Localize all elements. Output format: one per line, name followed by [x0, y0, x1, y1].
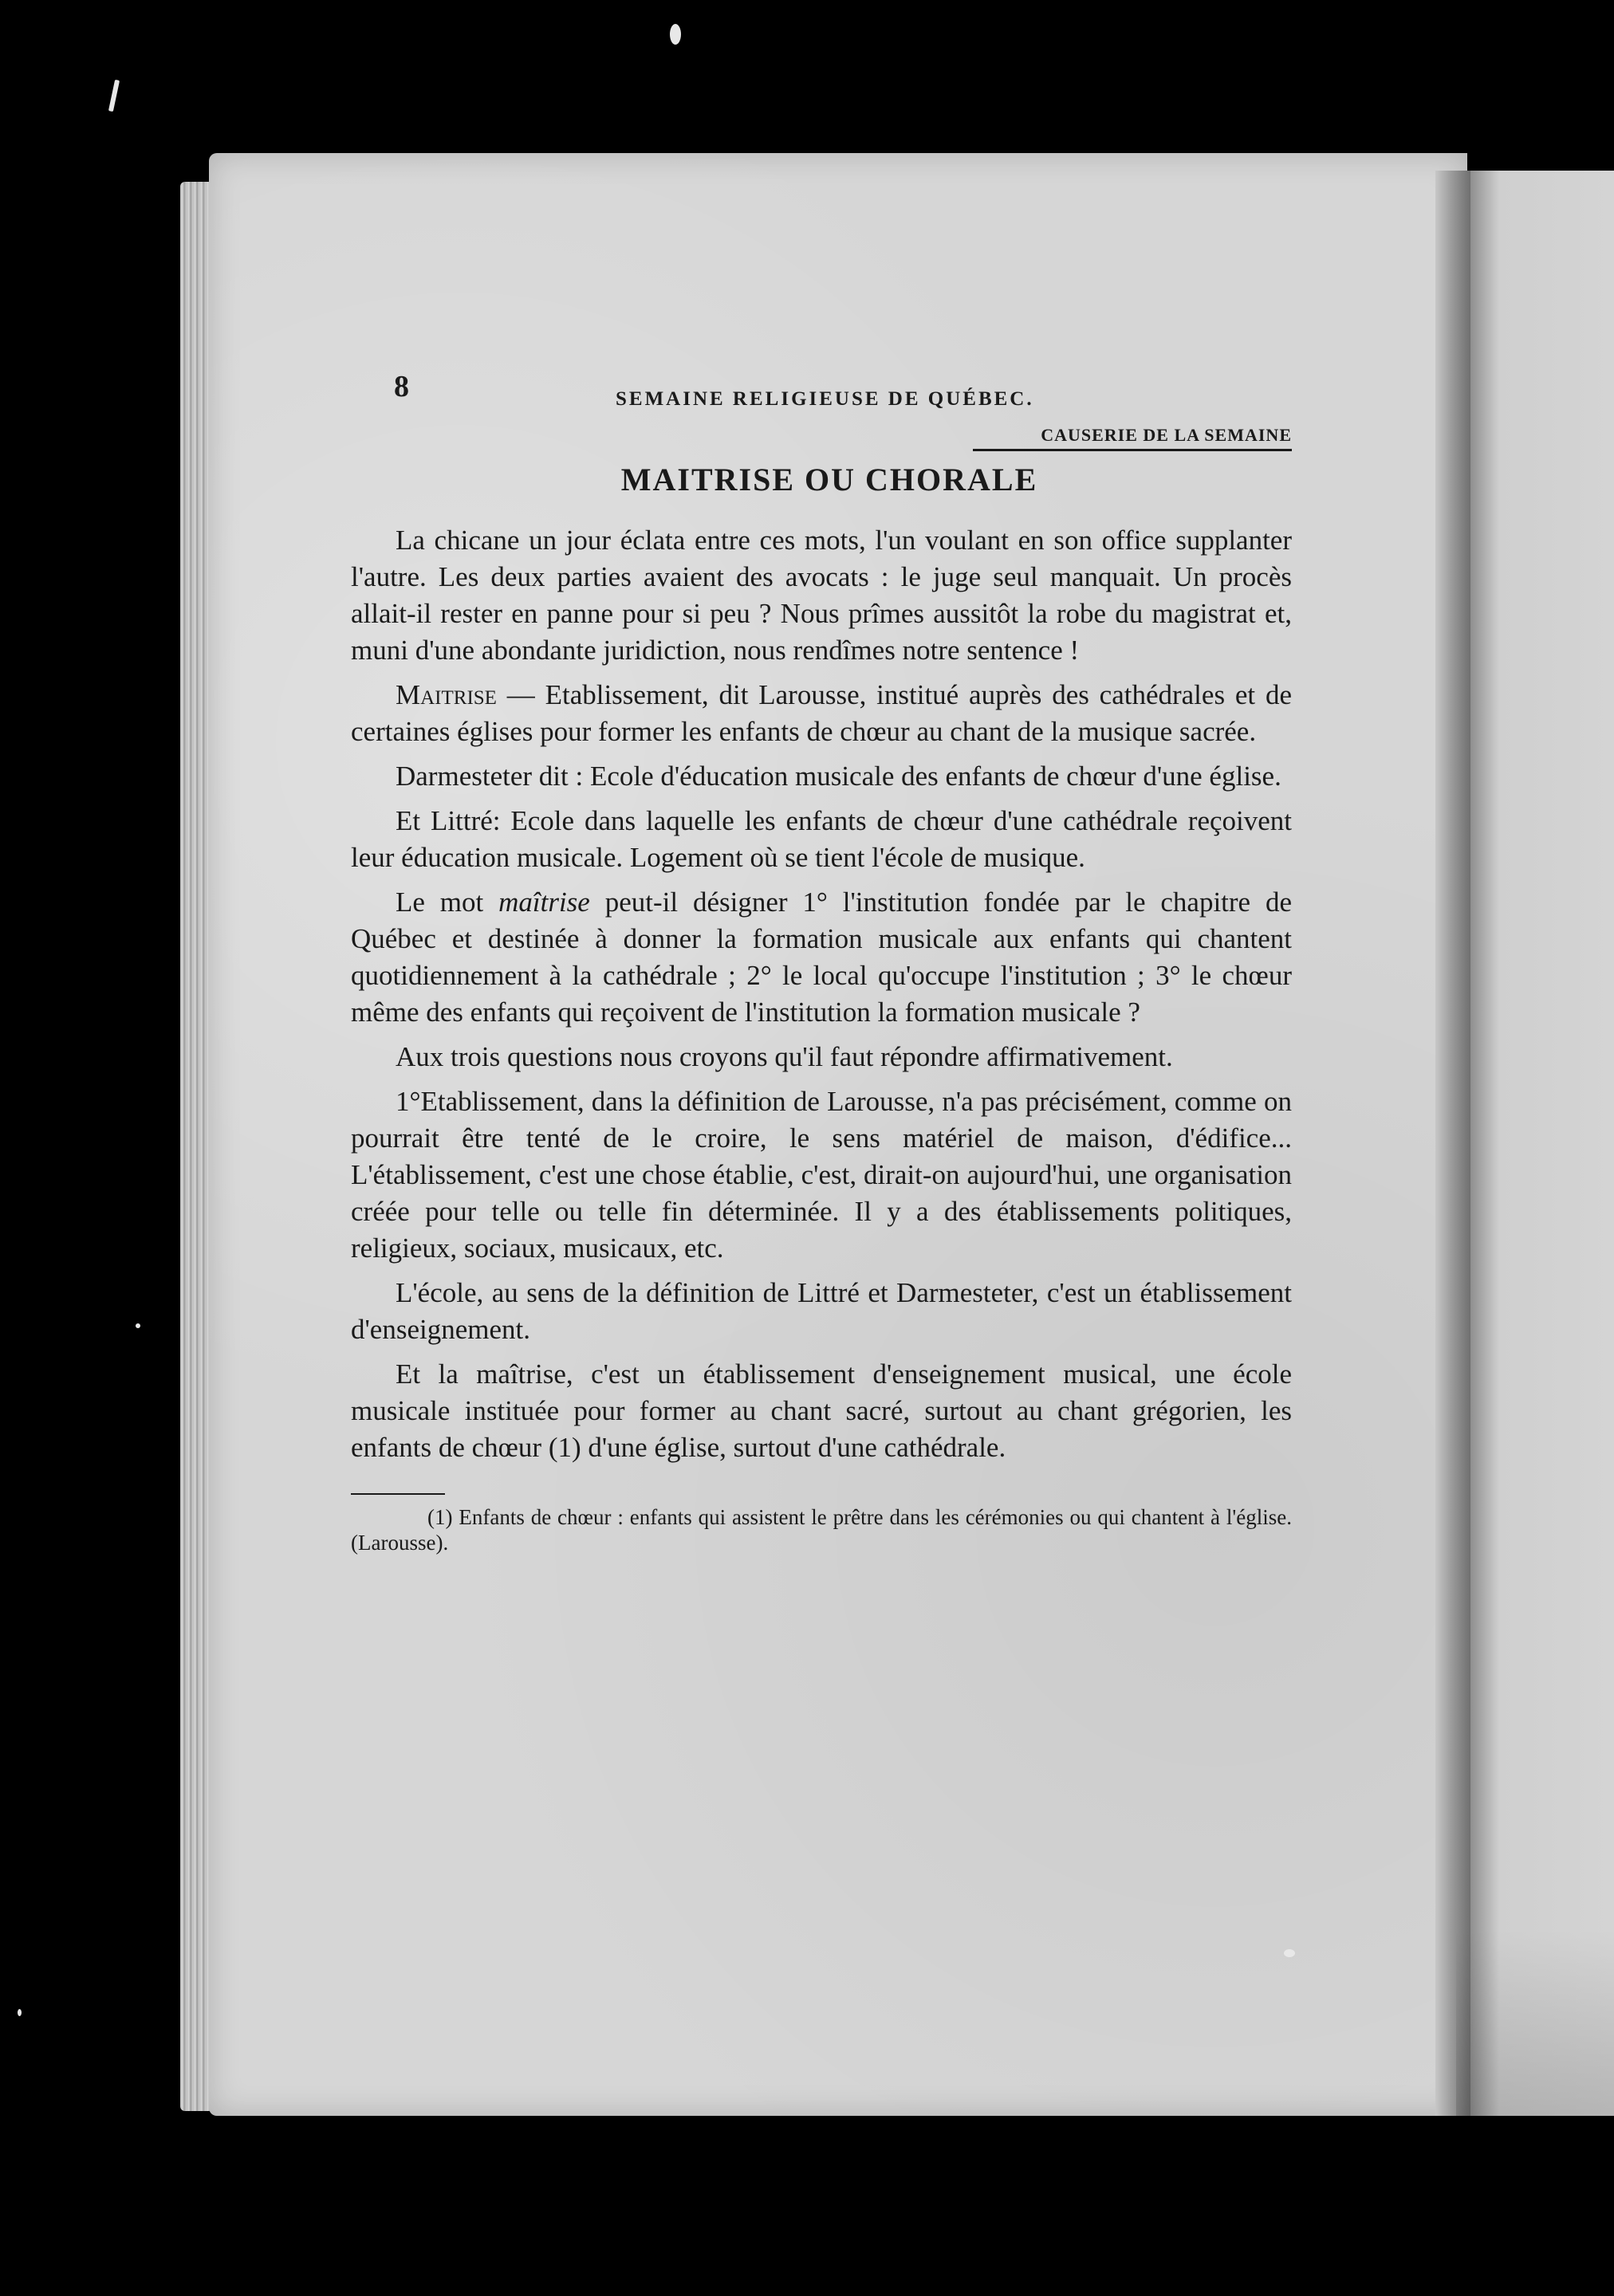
paragraph-littre: Et Littré: Ecole dans laquelle les enfants de chœur d'une cathédrale reçoivent leur éducation musicale. Logement où se tient l'école de musique.	[351, 805, 1292, 873]
question-text-b: peut-il désigner 1° l'institution fondée par le chapitre de Québec et destinée à donner la formation musicale aux enfants qui chantent quotidiennement à la cathédrale ; 2° le local qu'occupe l'institution ; 3° le chœur même des enfants qui reçoivent de l'institution la formation musicale ?	[351, 887, 1292, 1028]
definition-text: — Etablissement, dit Larousse, institué auprès des cathédrales et de certaines églises pour former les enfants de chœur au chant de la musique sacrée.	[351, 679, 1292, 747]
book-spine-gutter	[1435, 171, 1470, 2116]
paragraph-question	[351, 884, 1292, 1031]
definition-lead-term: Maitrise	[396, 679, 497, 710]
footnote: (1) Enfants de chœur : enfants qui assistent le prêtre dans les cérémonies ou qui chantent à l'église. (Larousse).	[351, 1505, 1292, 1555]
section-label: CAUSERIE DE LA SEMAINE	[973, 425, 1292, 451]
paragraph-answer: Aux trois questions nous croyons qu'il faut répondre affirmativement.	[396, 1041, 1173, 1072]
paragraph-darmesteter: Darmesteter dit : Ecole d'éducation musicale des enfants de chœur d'une église.	[396, 761, 1281, 792]
paragraph-conclusion: Et la maîtrise, c'est un établissement d'enseignement musical, une école musicale instituée pour former au chant sacré, surtout au chant grégorien, les enfants de chœur (1) d'une église, surtout d'une cathédrale.	[351, 1358, 1292, 1463]
paragraph-ecole: L'école, au sens de la définition de Littré et Darmesteter, c'est un établissement d'enseignement.	[351, 1277, 1292, 1345]
article-title: MAITRISE OU CHORALE	[620, 462, 1038, 497]
paragraph-etablissement: 1°Etablissement, dans la définition de Larousse, n'a pas précisément, comme on pourrait être tenté de le croire, le sens matériel de maison, d'édifice... L'établissement, c'est une chose établie, c'est, dirait-on aujourd'hui, une organisation créée pour telle ou telle fin déterminée. Il y a des établissements politiques, religieux, sociaux, musicaux, etc.	[351, 1086, 1292, 1264]
page-number: 8	[394, 370, 409, 403]
paragraph-intro: La chicane un jour éclata entre ces mots, l'un voulant en son office supplanter l'autre. Les deux parties avaient des avocats : le juge seul manquait. Un procès allait-il rester en panne pour si peu ? Nous prîmes aussitôt la robe du magistrat et, muni d'une abondante juridiction, nous rendîmes notre sentence !	[351, 525, 1292, 666]
paragraph-maitrise-definition	[351, 677, 1292, 750]
question-term: maîtrise	[498, 887, 590, 918]
facing-page	[1470, 171, 1614, 2116]
page-edges	[180, 182, 212, 2111]
journal-title: SEMAINE RELIGIEUSE DE QUÉBEC.	[616, 388, 1034, 410]
footnote-divider	[351, 1493, 445, 1495]
question-text-a: Le mot	[396, 887, 499, 918]
facing-page-shadow	[1456, 1929, 1614, 2121]
running-head	[351, 355, 1292, 410]
page-text-block	[351, 355, 1292, 1555]
